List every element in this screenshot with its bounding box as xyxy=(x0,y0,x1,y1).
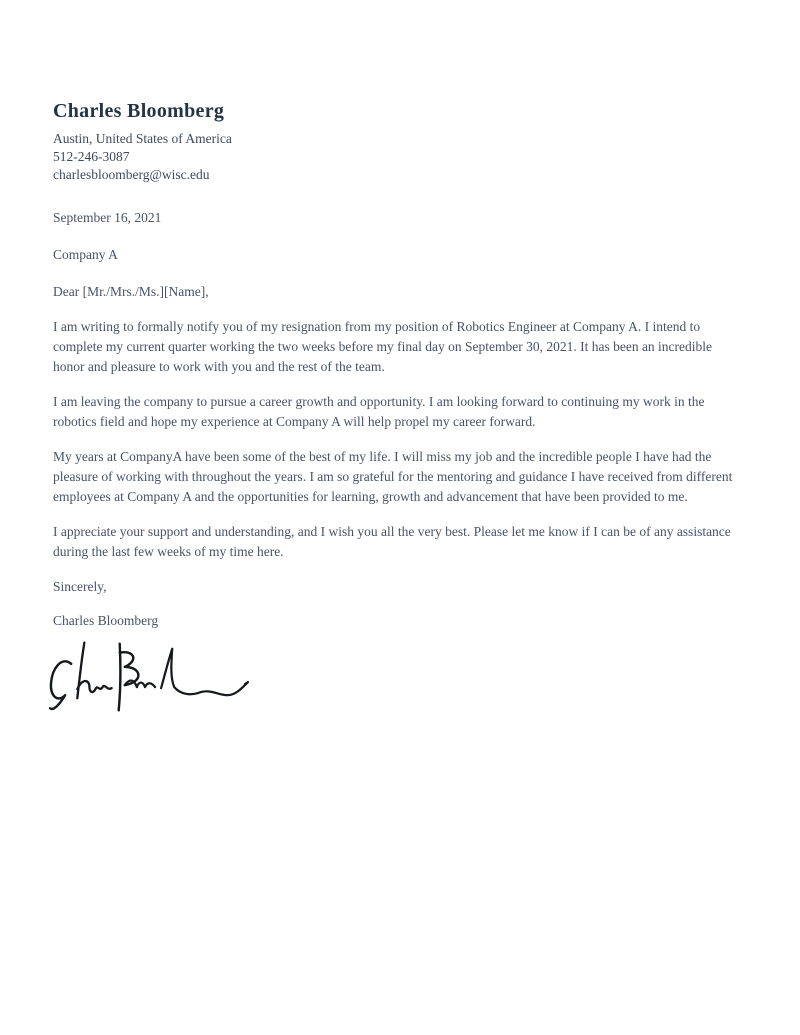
paragraph-reason-for-leaving: I am leaving the company to pursue a career growth and opportunity. I am looking forward to continuing my work in the robotics field and hope my experience at Company A will help propel my career forward. xyxy=(53,394,705,429)
handwritten-signature-image xyxy=(48,636,250,718)
closing-valediction: Sincerely, xyxy=(53,579,107,594)
paragraph-offer-of-assistance: I appreciate your support and understanding, and I wish you all the very best. Please let me know if I can be of any assistance during the last few weeks of my time here. xyxy=(53,524,731,559)
letter-date: September 16, 2021 xyxy=(53,210,162,225)
signature-stroke-b xyxy=(119,644,139,711)
paragraph-resignation-notice: I am writing to formally notify you of my resignation from my position of Robotics Engineer at Company A. I intend to complete my current quarter working the two weeks before my final day on September 30, 2021. It has been an incredible honor and pleasure to work with you and the rest of the team. xyxy=(53,319,713,374)
sender-email: charlesbloomberg@wisc.edu xyxy=(53,167,210,182)
signature-stroke-h xyxy=(77,643,111,699)
paragraph-gratitude: My years at CompanyA have been some of the best of my life. I will miss my job and the incredible people I have had the pleasure of working with throughout the years. I am so grateful for the mentoring and guidance I have received from different employees at Company A and the opportunities for learning, growth and advancement that have been provided to me. xyxy=(53,449,733,504)
signature-stroke-group xyxy=(50,643,248,711)
signer-name: Charles Bloomberg xyxy=(53,613,159,628)
sender-location: Austin, United States of America xyxy=(53,131,232,146)
salutation: Dear [Mr./Mrs./Ms.][Name], xyxy=(53,284,209,299)
sender-name: Charles Bloomberg xyxy=(53,100,225,122)
signature-stroke-tail xyxy=(125,649,248,695)
sender-phone: 512-246-3087 xyxy=(53,149,130,164)
signature-stroke-c xyxy=(50,661,71,709)
recipient-name: Company A xyxy=(53,247,118,262)
